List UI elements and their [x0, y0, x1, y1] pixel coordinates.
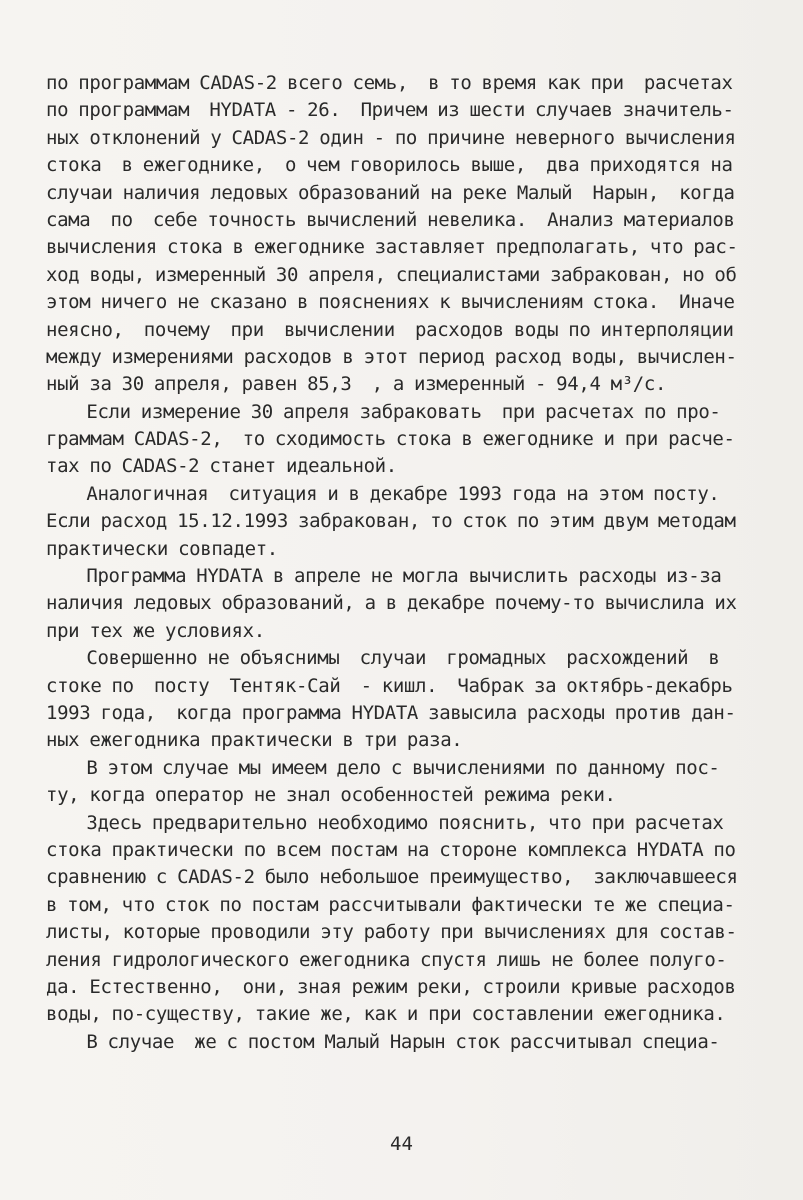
text-line: 1993 года, когда программа HYDATA завысила расходы против дан-	[46, 701, 736, 724]
text-line: воды, по-существу, такие же, как и при составлении ежегодника.	[46, 1003, 726, 1026]
text-line: ных ежегодника практически в три раза.	[46, 729, 463, 752]
text-line: Программа HYDATA в апреле не могла вычислить расходы из-за	[46, 565, 722, 588]
text-line: В этом случае мы имеем дело с вычислениями по данному пос-	[46, 756, 720, 779]
text-line: ный за 30 апреля, равен 85,3 , а измеренный - 94,4 м³/с.	[46, 373, 667, 396]
text-line: ход воды, измеренный 30 апреля, специалистами забракован, но об	[46, 263, 737, 286]
text-line: практически совпадет.	[46, 537, 278, 560]
text-line: при тех же условиях.	[46, 619, 265, 642]
text-line: стока практически по всем постам на стороне комплекса HYDATA по	[46, 838, 736, 861]
text-line: тах по CADAS-2 станет идеальной.	[46, 455, 397, 478]
text-line: граммам CADAS-2, то сходимость стока в ежегоднике и при расче-	[46, 428, 735, 451]
page-number: 44	[390, 1133, 413, 1155]
text-line: Здесь предварительно необходимо пояснить, что при расчетах	[46, 811, 724, 834]
text-line: между измерениями расходов в этот период расход воды, вычислен-	[46, 345, 737, 368]
text-line: неясно, почему при вычислении расходов воды по интерполяции	[46, 318, 734, 341]
text-line: В случае же с постом Малый Нарын сток рассчитывал специа-	[46, 1030, 720, 1053]
text-line: листы, которые проводили эту работу при вычислениях для состав-	[46, 921, 737, 944]
text-line: по программам CADAS-2 всего семь, в то время как при расчетах	[46, 72, 733, 94]
text-line: наличия ледовых образований, а в декабре почему-то вычислила их	[46, 592, 737, 615]
text-line: Совершенно не объяснимы случаи громадных расхождений в	[46, 647, 720, 670]
text-line: Если измерение 30 апреля забраковать при расчетах по про-	[46, 400, 721, 423]
text-line: случаи наличия ледовых образований на реке Малый Нарын, когда	[46, 181, 735, 204]
text-line: вычисления стока в ежегоднике заставляет предполагать, что рас-	[46, 236, 738, 259]
text-line: в том, что сток по постам рассчитывали фактически те же специа-	[46, 893, 735, 916]
text-line: ных отклонений у CADAS-2 один - по причине неверного вычисления	[46, 126, 736, 149]
text-line: по программам HYDATA - 26. Причем из шести случаев значитель-	[46, 99, 734, 122]
text-line: стоке по посту Тентяк-Сай - кишл. Чабрак за октябрь-декабрь	[46, 674, 733, 697]
text-line: ту, когда оператор не знал особенностей режима реки.	[46, 784, 616, 807]
text-line: да. Естественно, они, зная режим реки, строили кривые расходов	[46, 975, 736, 998]
text-line: сама по себе точность вычислений невелика. Анализ материалов	[46, 208, 735, 231]
body-text	[46, 70, 781, 1056]
text-line: сравнению с CADAS-2 было небольшое преимущество, заключавшееся	[46, 866, 738, 889]
text-line: стока в ежегоднике, о чем говорилось выше, два приходятся на	[46, 154, 733, 177]
text-line: Если расход 15.12.1993 забракован, то сток по этим двум методам	[46, 510, 736, 533]
text-line: этом ничего не сказано в пояснениях к вычислениям стока. Иначе	[46, 291, 735, 314]
text-line: Аналогичная ситуация и в декабре 1993 года на этом посту.	[46, 482, 720, 505]
text-line: ления гидрологического ежегодника спустя лишь не более полуго-	[46, 948, 727, 971]
